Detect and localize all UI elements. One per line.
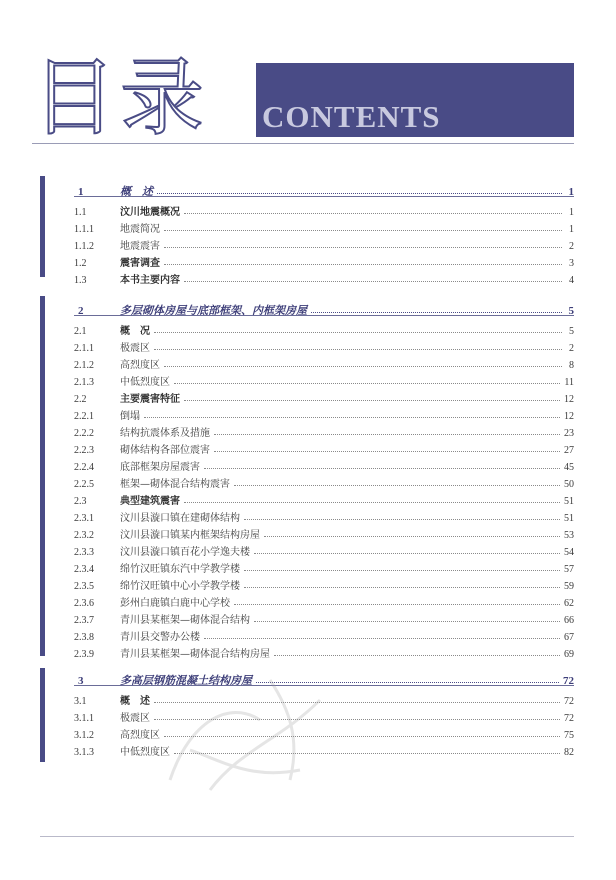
toc-page-number: 5 <box>569 326 574 337</box>
toc-entry-title: 砌体结构各部位震害 <box>120 445 210 456</box>
toc-entry-title: 地震简况 <box>120 224 160 235</box>
toc-subsection-entry[interactable] <box>74 577 574 594</box>
toc-entry-number: 3.1.2 <box>74 730 94 741</box>
toc-entry-title: 典型建筑震害 <box>120 496 180 507</box>
toc-entry-number: 2.3.3 <box>74 547 94 558</box>
toc-entry-number: 2.3.9 <box>74 649 94 660</box>
toc-entry-title: 青川县某框架—砌体混合结构房屋 <box>120 649 270 660</box>
toc-entry-number: 1 <box>78 186 84 198</box>
toc-entry-number: 2.3 <box>74 496 87 507</box>
toc-section-entry[interactable] <box>74 322 574 339</box>
toc-dot-leader <box>244 570 560 571</box>
toc-chapter-entry[interactable] <box>74 302 574 319</box>
toc-entry-number: 2.2.1 <box>74 411 94 422</box>
toc-dot-leader <box>154 332 562 333</box>
toc-entry-title: 高烈度区 <box>120 360 160 371</box>
toc-page-number: 4 <box>569 275 574 286</box>
toc-entry-title: 汶川县漩口镇某内框架结构房屋 <box>120 530 260 541</box>
toc-subsection-entry[interactable] <box>74 509 574 526</box>
toc-page-number: 1 <box>569 224 574 235</box>
toc-page-number: 27 <box>564 445 574 456</box>
toc-chapter-entry[interactable] <box>74 183 574 200</box>
toc-page-number: 72 <box>564 713 574 724</box>
toc-dot-leader <box>274 655 560 656</box>
toc-page-number: 50 <box>564 479 574 490</box>
toc-entry-number: 2.2.4 <box>74 462 94 473</box>
toc-entry-title: 汶川县漩口镇在建砌体结构 <box>120 513 240 524</box>
toc-entry-title: 本书主要内容 <box>120 275 180 286</box>
toc-subsection-entry[interactable] <box>74 373 574 390</box>
toc-entry-title: 震害调查 <box>120 258 160 269</box>
toc-subsection-entry[interactable] <box>74 407 574 424</box>
toc-entry-number: 3.1 <box>74 696 87 707</box>
toc-dot-leader <box>244 587 560 588</box>
toc-subsection-entry[interactable] <box>74 441 574 458</box>
toc-entry-title: 底部框架房屋震害 <box>120 462 200 473</box>
toc-entry-number: 2.3.2 <box>74 530 94 541</box>
toc-dot-leader <box>144 417 560 418</box>
toc-section-entry[interactable] <box>74 254 574 271</box>
toc-entry-title: 汶川县漩口镇百花小学逸夫楼 <box>120 547 250 558</box>
toc-entry-title: 框架—砌体混合结构震害 <box>120 479 230 490</box>
toc-entry-title: 结构抗震体系及措施 <box>120 428 210 439</box>
toc-page-number: 59 <box>564 581 574 592</box>
toc-entry-number: 2.3.5 <box>74 581 94 592</box>
toc-dot-leader <box>264 536 560 537</box>
toc-dot-leader <box>214 434 560 435</box>
toc-dot-leader <box>157 193 562 194</box>
toc-section-entry[interactable] <box>74 271 574 288</box>
toc-dot-leader <box>164 247 562 248</box>
toc-dot-leader <box>204 638 560 639</box>
toc-entry-title: 青川县某框架—砌体混合结构 <box>120 615 250 626</box>
toc-dot-leader <box>184 400 560 401</box>
toc-entry-title: 青川县交警办公楼 <box>120 632 200 643</box>
toc-dot-leader <box>164 264 562 265</box>
toc-subsection-entry[interactable] <box>74 424 574 441</box>
toc-entry-number: 1.1.2 <box>74 241 94 252</box>
toc-dot-leader <box>164 366 562 367</box>
toc-dot-leader <box>244 519 560 520</box>
toc-subsection-entry[interactable] <box>74 356 574 373</box>
toc-page-number: 1 <box>569 207 574 218</box>
toc-entry-number: 2.1.1 <box>74 343 94 354</box>
toc-dot-leader <box>254 553 560 554</box>
toc-entry-title: 彭州白鹿镇白鹿中心学校 <box>120 598 230 609</box>
toc-subsection-entry[interactable] <box>74 560 574 577</box>
toc-dot-leader <box>214 451 560 452</box>
toc-page-number: 2 <box>569 343 574 354</box>
toc-dot-leader <box>311 312 562 313</box>
toc-subsection-entry[interactable] <box>74 543 574 560</box>
toc-entry-number: 2.1.3 <box>74 377 94 388</box>
toc-section-entry[interactable] <box>74 390 574 407</box>
toc-entry-number: 2.3.8 <box>74 632 94 643</box>
toc-subsection-entry[interactable] <box>74 526 574 543</box>
toc-page-number: 66 <box>564 615 574 626</box>
toc-entry-title: 中低烈度区 <box>120 377 170 388</box>
toc-page-number: 45 <box>564 462 574 473</box>
toc-entry-title: 高烈度区 <box>120 730 160 741</box>
toc-subsection-entry[interactable] <box>74 220 574 237</box>
toc-dot-leader <box>184 281 562 282</box>
toc-entry-number: 1.1.1 <box>74 224 94 235</box>
toc-dot-leader <box>184 213 562 214</box>
toc-page-number: 72 <box>564 696 574 707</box>
toc-page-number: 69 <box>564 649 574 660</box>
toc-subsection-entry[interactable] <box>74 611 574 628</box>
page-title: 目录 <box>32 49 209 147</box>
toc-page-number: 12 <box>564 394 574 405</box>
toc-entry-number: 2.3.4 <box>74 564 94 575</box>
toc-page-number: 62 <box>564 598 574 609</box>
toc-subsection-entry[interactable] <box>74 237 574 254</box>
toc-entry-number: 3 <box>78 675 84 687</box>
toc-subsection-entry[interactable] <box>74 458 574 475</box>
toc-page-number: 82 <box>564 747 574 758</box>
toc-page-number: 11 <box>564 377 574 388</box>
toc-page-number: 53 <box>564 530 574 541</box>
toc-subsection-entry[interactable] <box>74 339 574 356</box>
toc-entry-title: 概 述 <box>120 185 153 198</box>
toc-dot-leader <box>154 349 562 350</box>
toc-dot-leader <box>254 621 560 622</box>
toc-entry-number: 2.3.7 <box>74 615 94 626</box>
toc-entry-number: 2.2.2 <box>74 428 94 439</box>
toc-entry-number: 3.1.3 <box>74 747 94 758</box>
toc-entry-number: 3.1.1 <box>74 713 94 724</box>
toc-entry-number: 2.1 <box>74 326 87 337</box>
toc-dot-leader <box>234 485 560 486</box>
watermark-stamp <box>150 660 350 820</box>
toc-entry-title: 绵竹汉旺镇东汽中学教学楼 <box>120 564 240 575</box>
toc-entry-number: 2.2.5 <box>74 479 94 490</box>
toc-page-number: 8 <box>569 360 574 371</box>
toc-page-number: 72 <box>563 675 574 687</box>
toc-entry-number: 1.1 <box>74 207 87 218</box>
page-title-english: CONTENTS <box>262 99 441 134</box>
toc-page-number: 2 <box>569 241 574 252</box>
toc-entry-number: 2.3.1 <box>74 513 94 524</box>
toc-entry-title: 多高层钢筋混凝土结构房屋 <box>120 674 252 687</box>
toc-entry-title: 绵竹汉旺镇中心小学教学楼 <box>120 581 240 592</box>
toc-dot-leader <box>164 230 562 231</box>
toc-entry-title: 极震区 <box>120 713 150 724</box>
toc-entry-title: 中低烈度区 <box>120 747 170 758</box>
toc-page-number: 75 <box>564 730 574 741</box>
toc-entry-title: 概 况 <box>120 326 150 337</box>
toc-entry-number: 2.2 <box>74 394 87 405</box>
toc-page-number: 23 <box>564 428 574 439</box>
toc-subsection-entry[interactable] <box>74 475 574 492</box>
toc-subsection-entry[interactable] <box>74 628 574 645</box>
toc-dot-leader <box>204 468 560 469</box>
toc-page-number: 12 <box>564 411 574 422</box>
toc-entry-number: 2.3.6 <box>74 598 94 609</box>
toc-entry-title: 主要震害特征 <box>120 394 180 405</box>
toc-subsection-entry[interactable] <box>74 594 574 611</box>
toc-entry-title: 多层砌体房屋与底部框架、内框架房屋 <box>120 304 307 317</box>
toc-page-number: 5 <box>568 305 574 317</box>
toc-entry-title: 地震震害 <box>120 241 160 252</box>
toc-page-number: 51 <box>564 513 574 524</box>
toc-entry-number: 2 <box>78 305 84 317</box>
toc-entry-title: 概 述 <box>120 696 150 707</box>
toc-section-entry[interactable] <box>74 203 574 220</box>
toc-dot-leader <box>184 502 560 503</box>
toc-page-number: 67 <box>564 632 574 643</box>
footer-divider <box>40 836 574 837</box>
toc-page-number: 54 <box>564 547 574 558</box>
toc-dot-leader <box>234 604 560 605</box>
toc-page-number: 57 <box>564 564 574 575</box>
toc-entry-number: 1.3 <box>74 275 87 286</box>
toc-page-number: 51 <box>564 496 574 507</box>
toc-dot-leader <box>174 383 560 384</box>
toc-entry-number: 2.1.2 <box>74 360 94 371</box>
toc-page-number: 1 <box>568 186 574 198</box>
toc-entry-number: 1.2 <box>74 258 87 269</box>
toc-page-number: 3 <box>569 258 574 269</box>
toc-entry-title: 倒塌 <box>120 411 140 422</box>
toc-entry-title: 汶川地震概况 <box>120 207 180 218</box>
toc-entry-number: 2.2.3 <box>74 445 94 456</box>
toc-entry-title: 极震区 <box>120 343 150 354</box>
toc-section-entry[interactable] <box>74 492 574 509</box>
